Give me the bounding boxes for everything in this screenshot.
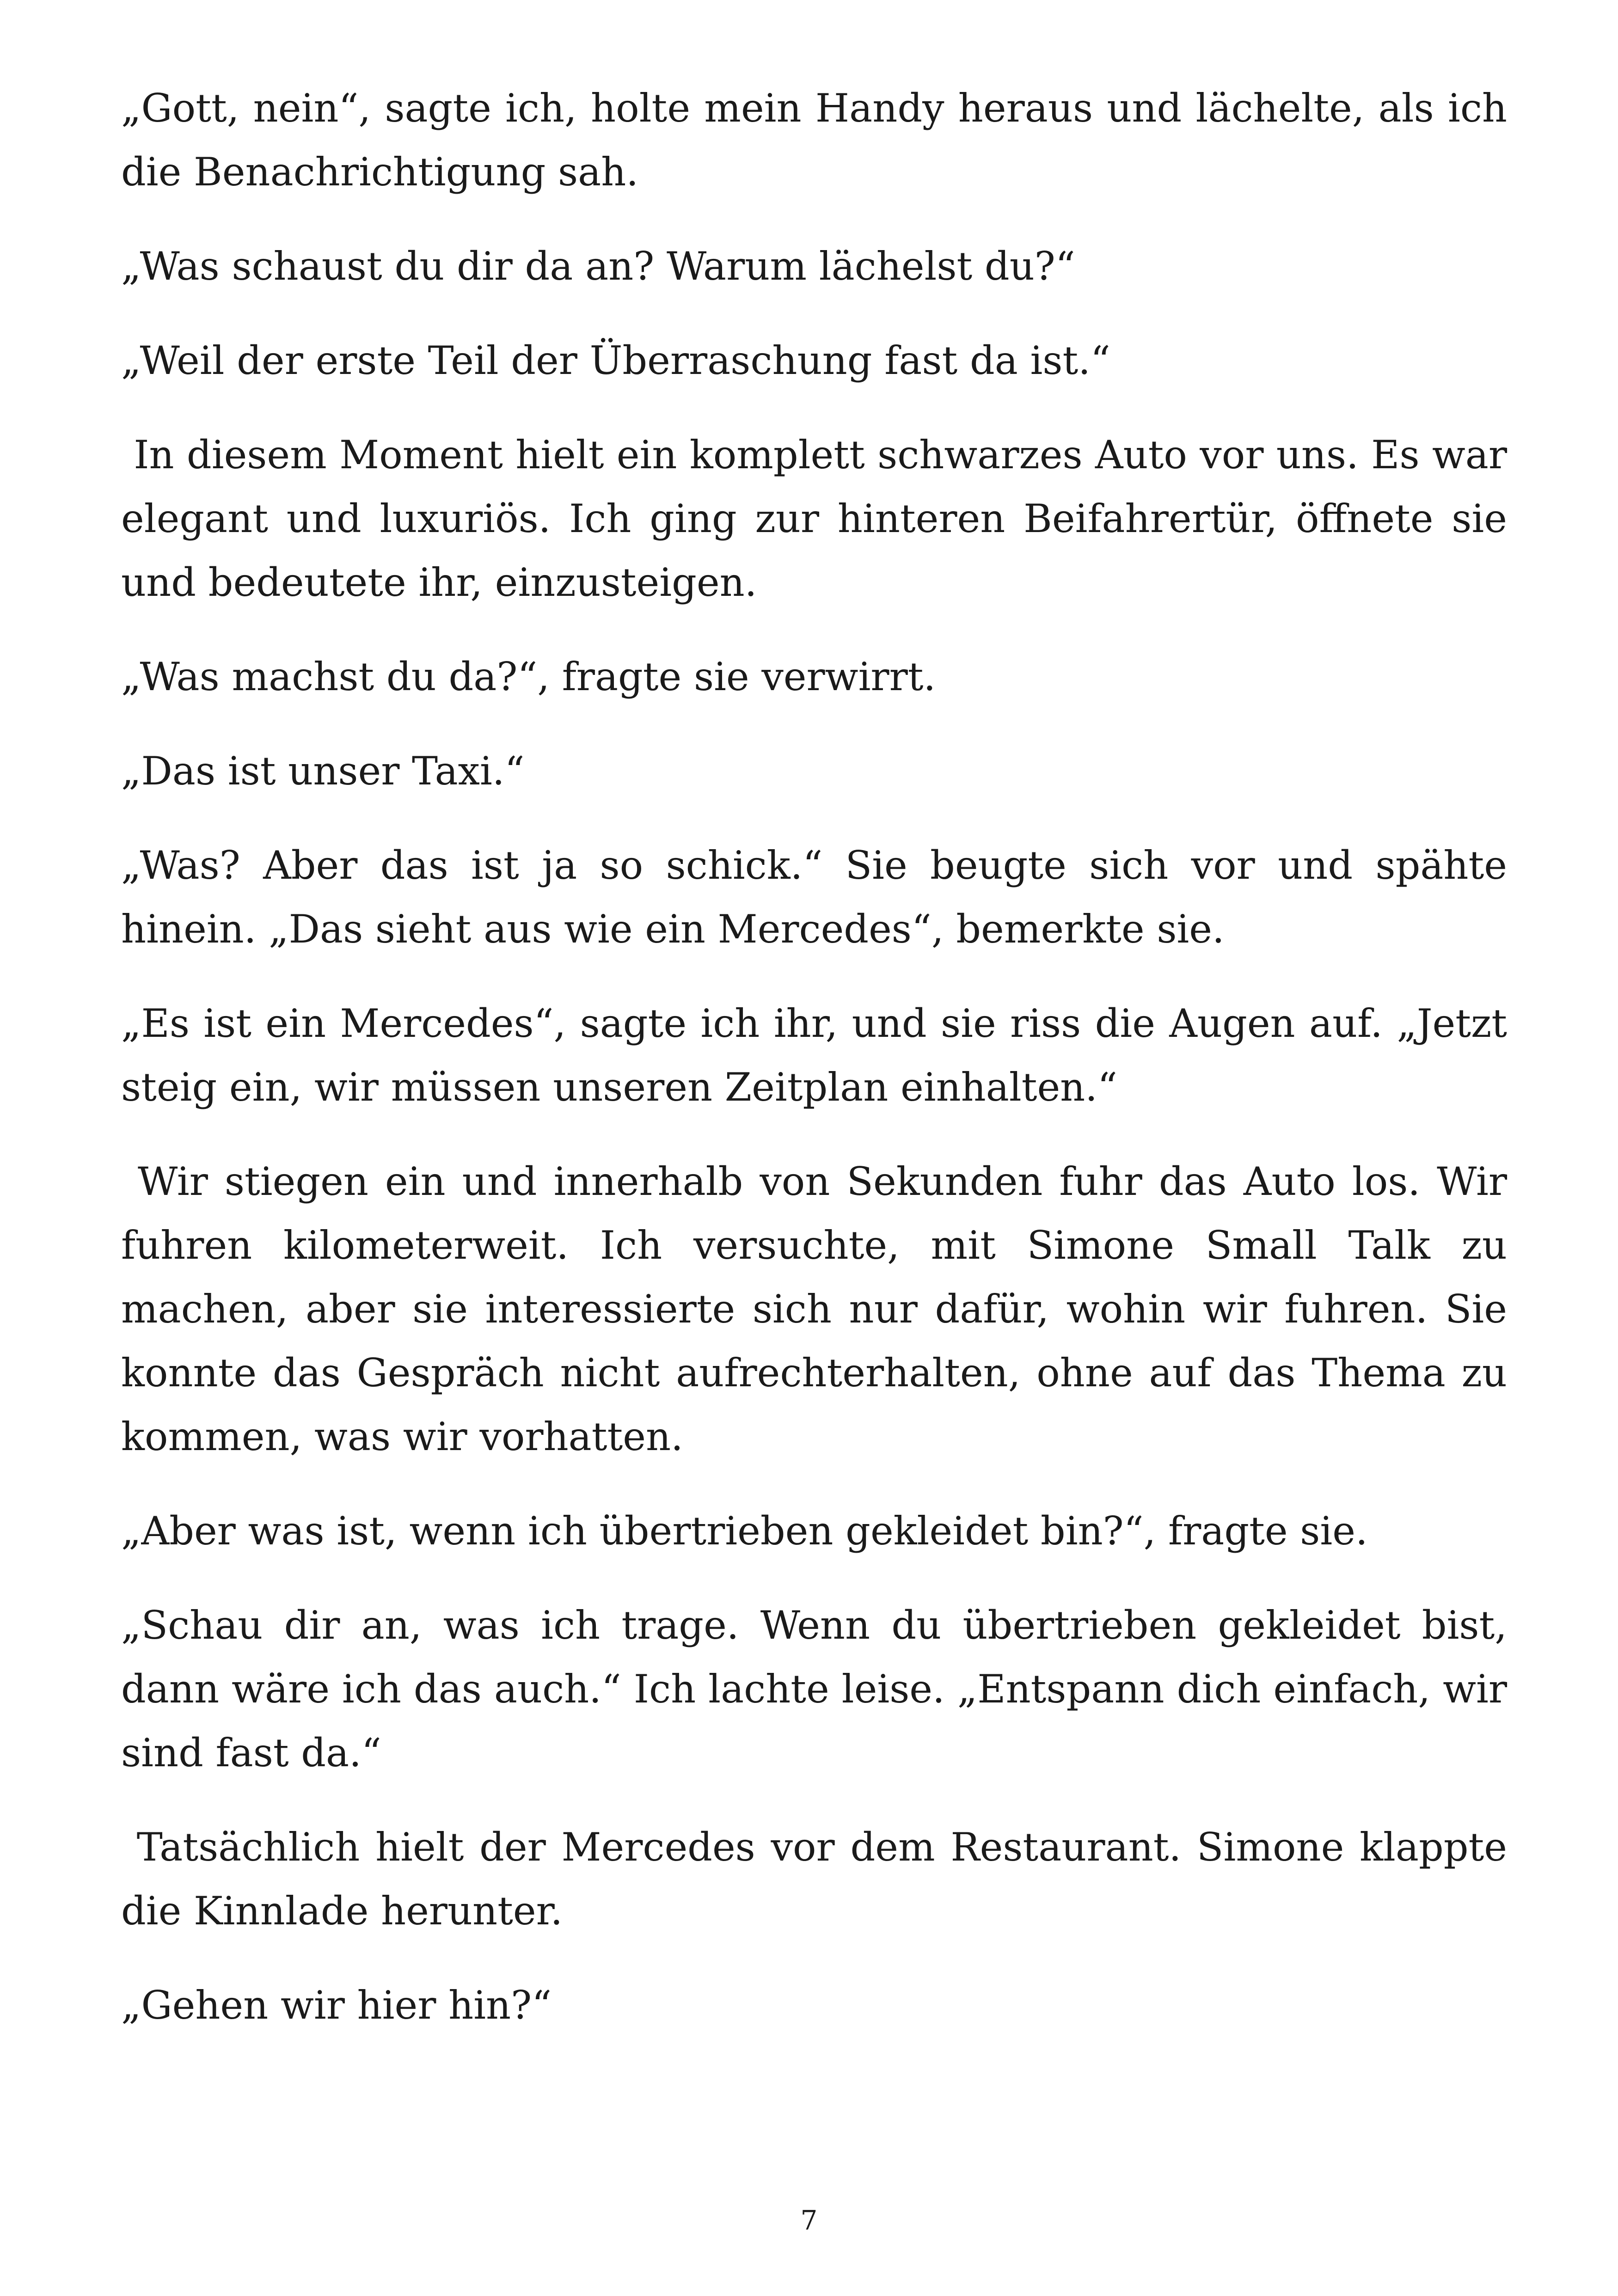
- paragraph: „Was? Aber das ist ja so schick.“ Sie beugte sich vor und spähte hinein. „Das sieht aus wie ein Mercedes“, bemerkte sie.: [121, 843, 1520, 952]
- body-text: [121, 76, 1520, 2068]
- paragraph: „Weil der erste Teil der Überraschung fast da ist.“: [121, 338, 1110, 383]
- paragraph: „Das ist unser Taxi.“: [121, 748, 525, 794]
- paragraph: In diesem Moment hielt ein komplett schwarzes Auto vor uns. Es war elegant und luxuriös. Ich ging zur hinteren Beifahrertür, öffnete sie und bedeutete ihr, einzusteigen.: [121, 432, 1520, 605]
- paragraph: „Es ist ein Mercedes“, sagte ich ihr, und sie riss die Augen auf. „Jetzt steig ein, wir müssen unseren Zeitplan einhalten.“: [121, 1001, 1520, 1110]
- paragraph: „Schau dir an, was ich trage. Wenn du übertrieben gekleidet bist, dann wäre ich das auch.“ Ich lachte leise. „Entspann dich einfach, wir sind fast da.“: [121, 1603, 1520, 1776]
- paragraph: Tatsächlich hielt der Mercedes vor dem Restaurant. Simone klappte die Kinnlade herunter.: [121, 1825, 1520, 1934]
- paragraph: „Gehen wir hier hin?“: [121, 1983, 552, 2028]
- page-number: 7: [800, 2204, 818, 2236]
- paragraph: „Aber was ist, wenn ich übertrieben gekleidet bin?“, fragte sie.: [121, 1508, 1368, 1554]
- paragraph: Wir stiegen ein und innerhalb von Sekunden fuhr das Auto los. Wir fuhren kilometerweit. Ich versuchte, mit Simone Small Talk zu machen, aber sie interessierte sich nur dafür, wohin wir fuhren. Sie konnte das Gespräch nicht aufrechterhalten, ohne auf das Thema zu kommen, was wir vorhatten.: [121, 1159, 1520, 1459]
- paragraph: „Was schaust du dir da an? Warum lächelst du?“: [121, 244, 1075, 289]
- paragraph: „Gott, nein“, sagte ich, holte mein Handy heraus und lächelte, als ich die Benachrichtigung sah.: [121, 86, 1520, 195]
- paragraph: „Was machst du da?“, fragte sie verwirrt.: [121, 654, 936, 699]
